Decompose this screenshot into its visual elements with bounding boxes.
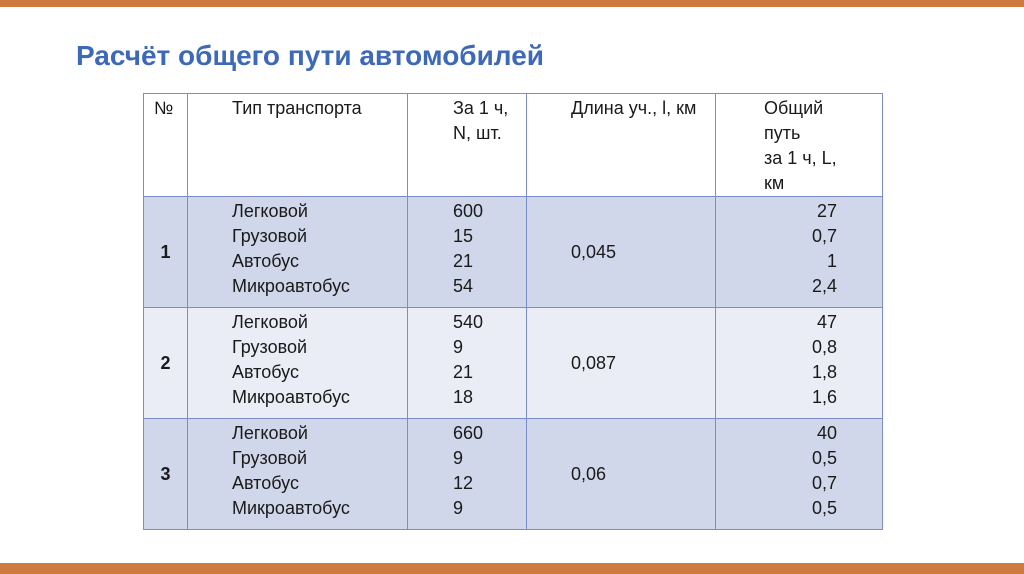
vehicle-type: Грузовой bbox=[232, 337, 308, 357]
vehicle-count: 21 bbox=[453, 362, 474, 382]
vehicle-type: Грузовой bbox=[232, 448, 308, 468]
header-cell-total bbox=[716, 94, 883, 197]
vehicle-type: Автобус bbox=[232, 473, 299, 493]
segment-length-cell bbox=[527, 419, 716, 530]
segment-length-cell bbox=[527, 308, 716, 419]
total-path-cell bbox=[716, 419, 883, 530]
total-path: 0,8 bbox=[811, 337, 837, 357]
vehicle-count: 9 bbox=[453, 448, 464, 468]
vehicle-count: 660 bbox=[453, 423, 484, 443]
vehicle-type: Микроавтобус bbox=[232, 498, 350, 518]
path-calculation-table bbox=[143, 93, 883, 530]
vehicle-count: 21 bbox=[453, 251, 474, 271]
header-cell-num bbox=[144, 94, 188, 197]
vehicle-types-cell bbox=[188, 419, 408, 530]
segment-length: 0,087 bbox=[571, 352, 617, 373]
vehicle-type: Автобус bbox=[232, 362, 299, 382]
vehicle-count: 54 bbox=[453, 276, 474, 296]
table-row bbox=[144, 419, 883, 530]
row-number-cell bbox=[144, 197, 188, 308]
total-path: 0,7 bbox=[811, 473, 837, 493]
total-path-cell bbox=[716, 197, 883, 308]
header-cell-length bbox=[527, 94, 716, 197]
vehicle-count: 600 bbox=[453, 201, 484, 221]
table-header-row bbox=[144, 94, 883, 197]
header-count: За 1 ч, N, шт. bbox=[453, 98, 509, 143]
total-path: 47 bbox=[816, 312, 837, 332]
vehicle-type: Автобус bbox=[232, 251, 299, 271]
row-number-cell bbox=[144, 419, 188, 530]
header-type: Тип транспорта bbox=[232, 98, 362, 118]
bottom-accent-bar bbox=[0, 563, 1024, 574]
vehicle-counts-cell bbox=[408, 197, 527, 308]
vehicle-type: Легковой bbox=[232, 312, 308, 332]
total-path: 2,4 bbox=[811, 276, 837, 296]
row-number: 2 bbox=[160, 352, 171, 373]
total-path-cell bbox=[716, 308, 883, 419]
top-accent-bar bbox=[0, 0, 1024, 7]
slide-title: Расчёт общего пути автомобилей bbox=[76, 40, 545, 71]
header-total-line: путь bbox=[764, 123, 801, 143]
header-cell-count bbox=[408, 94, 527, 197]
vehicle-count: 9 bbox=[453, 498, 464, 518]
total-path: 1 bbox=[826, 251, 837, 271]
total-path: 0,7 bbox=[811, 226, 837, 246]
vehicle-types-cell bbox=[188, 197, 408, 308]
table-row bbox=[144, 197, 883, 308]
vehicle-type: Легковой bbox=[232, 201, 308, 221]
total-path: 40 bbox=[816, 423, 837, 443]
header-cell-type bbox=[188, 94, 408, 197]
vehicle-count: 12 bbox=[453, 473, 474, 493]
total-path: 1,8 bbox=[811, 362, 837, 382]
row-number: 1 bbox=[160, 241, 171, 262]
header-total-line: км bbox=[764, 173, 785, 193]
vehicle-count: 15 bbox=[453, 226, 474, 246]
vehicle-count: 18 bbox=[453, 387, 474, 407]
vehicle-type: Грузовой bbox=[232, 226, 308, 246]
row-number: 3 bbox=[160, 463, 171, 484]
header-total-line: Общий bbox=[764, 98, 824, 118]
vehicle-type: Легковой bbox=[232, 423, 308, 443]
segment-length: 0,045 bbox=[571, 241, 617, 262]
header-num: № bbox=[154, 98, 174, 118]
vehicle-type: Микроавтобус bbox=[232, 276, 350, 296]
total-path: 0,5 bbox=[811, 498, 837, 518]
vehicle-counts-cell bbox=[408, 308, 527, 419]
header-length: Длина уч., l, км bbox=[571, 98, 697, 118]
vehicle-counts-cell bbox=[408, 419, 527, 530]
table-row bbox=[144, 308, 883, 419]
total-path: 27 bbox=[816, 201, 837, 221]
total-path: 0,5 bbox=[811, 448, 837, 468]
row-number-cell bbox=[144, 308, 188, 419]
segment-length-cell bbox=[527, 197, 716, 308]
vehicle-types-cell bbox=[188, 308, 408, 419]
vehicle-count: 540 bbox=[453, 312, 484, 332]
segment-length: 0,06 bbox=[571, 463, 607, 484]
vehicle-type: Микроавтобус bbox=[232, 387, 350, 407]
header-total-line: за 1 ч, L, bbox=[764, 148, 837, 168]
total-path: 1,6 bbox=[811, 387, 837, 407]
vehicle-count: 9 bbox=[453, 337, 464, 357]
